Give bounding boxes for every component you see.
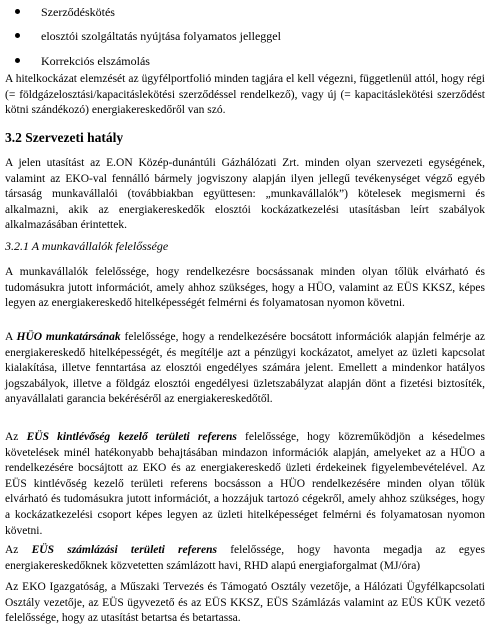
bullet-dot-icon bbox=[15, 58, 20, 63]
huo-responsibility-paragraph bbox=[5, 330, 485, 408]
closing-paragraph: Az EKO Igazgatóság, a Műszaki Tervezés és Támogató Osztály vezetője, a Hálózati Ügyfélkapcsolati Osztály vezetője, az EÜS ügyvezető és az EÜS KKSZ, EÜS Számlázás valamint az EÜS KÜK vezető felelőssége, hogy az utasítást betartsa és betartassa. bbox=[5, 581, 485, 625]
role-name: EÜS kintlévőség kezelő területi referens bbox=[26, 431, 237, 443]
billing-referent-paragraph bbox=[5, 543, 485, 574]
paragraph-prefix: A bbox=[5, 331, 17, 343]
employees-responsibility-paragraph: A munkavállalók felelőssége, hogy rendelkezésre bocsássanak minden olyan tőlük elvárható és tudomásukra jutott információt, amely ahhoz szükséges, hogy a HÜO, valamint az EÜS KKSZ, képes legyen az energiakereskedő hitelképességét felmérni és folyamatosan nyomon követni. bbox=[5, 266, 485, 310]
bullet-item bbox=[0, 4, 491, 20]
paragraph-body: felelőssége, hogy havonta megadja az egyes energiakereskedőknek közvetetten számlázott havi, RHD alapú energiaforgalmat (MJ/óra) bbox=[5, 544, 485, 572]
paragraph-prefix: Az bbox=[5, 431, 27, 443]
paragraph-body: felelőssége, hogy a rendelkezésére bocsátott információk alapján felmérje az energiakereskedő hitelképességét, és megítélje azt a pénzügyi kockázatot, amelyet az üzleti kapcsolat kialakítása, illetve fenntartása az elosztói engedélyes számára jelent. Emellett a mindenkor hatályos jogszabályok, illetve a földgáz elosztói engedélyesi üzletszabályzat alapján dönt a fizetési biztosíték, anyavállalati garancia bekéréséről az energiakereskedőtől. bbox=[5, 331, 485, 406]
bullet-text: Szerződéskötés bbox=[41, 5, 115, 19]
subsection-heading: 3.2.1 A munkavállalók felelőssége bbox=[5, 239, 169, 253]
bullet-item bbox=[0, 53, 491, 69]
intro-paragraph: A hitelkockázat elemzését az ügyfélportfolió minden tagjára el kell végezni, függetlenül attól, hogy régi (= földgázelosztási/kapacitáslekötési szerződéssel rendelkező), vagy új (= kapacitáslekötési szerződést kötni szándékozó) energiakereskedőről van szó. bbox=[5, 73, 485, 117]
section-heading: 3.2 Szervezeti hatály bbox=[5, 130, 124, 145]
section-paragraph: A jelen utasítást az E.ON Közép-dunántúli Gázhálózati Zrt. minden olyan szervezeti egységének, valamint az EKO-val fennálló bármely jogviszony alapján ilyen jellegű tevékenységet végző egyéb társaság munkavállalói (továbbiakban együttesen: „munkavállalók”) kötelesek megismerni és alkalmazni, akik az energiakereskedők elosztói kockázatkezelési utasításban leírt szabályok alkalmazásában érintettek. bbox=[5, 157, 485, 232]
bullet-text: elosztói szolgáltatás nyújtása folyamatos jelleggel bbox=[41, 29, 281, 43]
bullet-dot-icon bbox=[15, 33, 20, 38]
bullet-dot-icon bbox=[15, 9, 20, 14]
role-name: HÜO munkatársának bbox=[16, 331, 121, 343]
receivables-referent-paragraph bbox=[5, 430, 485, 539]
paragraph-prefix: Az bbox=[5, 544, 32, 556]
bullet-text: Korrekciós elszámolás bbox=[41, 54, 150, 68]
role-name: EÜS számlázási területi referens bbox=[31, 544, 217, 556]
bullet-item bbox=[0, 28, 491, 44]
paragraph-body: felelőssége, hogy közreműködjön a késedelmes követelések minél hatékonyabb behajtásában mindazon információk alapján, amelyeket az a HÜO a rendelkezésére bocsájtott az EKO és az energiakereskedő üzleti érdekeinek figyelembevételével. Az EÜS kintlévőség kezelő területi referens bocsásson a HÜO rendelkezésére minden olyan tőlük elvárható és tudomásukra jutott információt, a hozzájuk tartozó cégekről, amely ahhoz szükséges, hogy a kockázatkezelési csoport képes legyen az üzleti hitelképességet felmérni és folyamatosan nyomon követni. bbox=[5, 431, 485, 537]
